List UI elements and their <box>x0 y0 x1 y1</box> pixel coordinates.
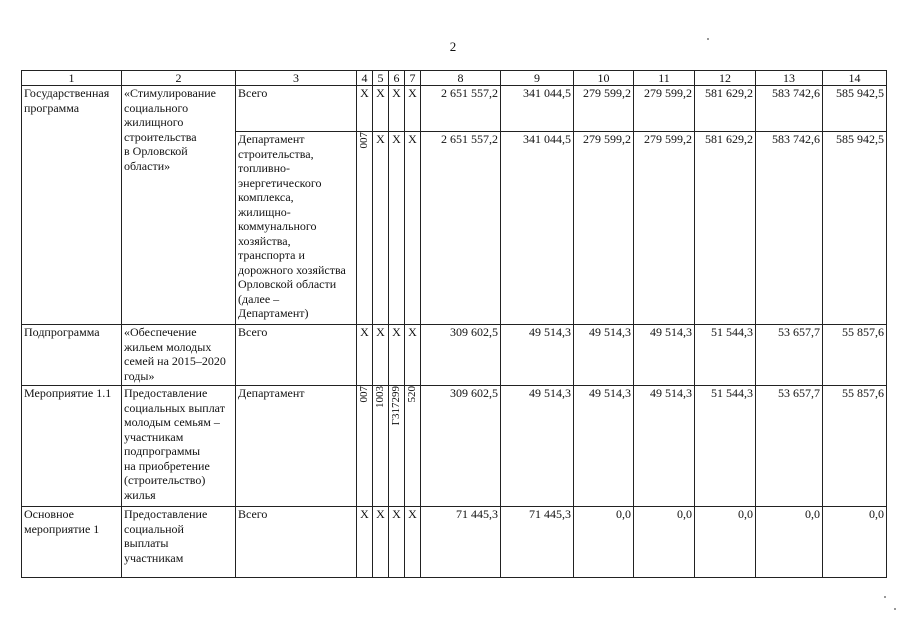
status-cell: Подпрограмма <box>22 325 122 386</box>
value-cell: 0,0 <box>756 507 823 578</box>
header-cell: 6 <box>389 71 405 86</box>
budget-table <box>21 70 887 578</box>
value-cell: 341 044,5 <box>501 132 574 325</box>
code-cell: X <box>389 132 405 325</box>
code-cell <box>389 386 405 507</box>
code-cell <box>357 132 373 325</box>
value-cell: 279 599,2 <box>574 86 634 132</box>
code-cell: X <box>405 86 421 132</box>
header-cell: 11 <box>634 71 695 86</box>
header-cell: 4 <box>357 71 373 86</box>
scan-speck <box>884 596 886 598</box>
value-cell: 2 651 557,2 <box>421 86 501 132</box>
scan-speck <box>894 608 896 610</box>
value-cell: 55 857,6 <box>823 325 887 386</box>
table-row <box>22 507 887 578</box>
value-cell: 49 514,3 <box>574 386 634 507</box>
value-cell: 0,0 <box>695 507 756 578</box>
header-cell: 3 <box>236 71 357 86</box>
title-cell: Предоставление социальной выплаты участникам <box>122 507 236 578</box>
value-cell: 0,0 <box>634 507 695 578</box>
value-cell: 49 514,3 <box>574 325 634 386</box>
value-cell: 49 514,3 <box>501 386 574 507</box>
value-cell: 583 742,6 <box>756 86 823 132</box>
value-cell: 279 599,2 <box>634 86 695 132</box>
value-cell: 49 514,3 <box>501 325 574 386</box>
code-cell: X <box>373 86 389 132</box>
title-cell: «Обеспечение жильем молодых семей на 2015–2020 годы» <box>122 325 236 386</box>
header-cell: 2 <box>122 71 236 86</box>
value-cell: 279 599,2 <box>574 132 634 325</box>
executor-cell: Всего <box>236 86 357 132</box>
code-cell: X <box>373 132 389 325</box>
header-cell: 12 <box>695 71 756 86</box>
code-cell: X <box>405 507 421 578</box>
table-row <box>22 386 887 507</box>
table-row <box>22 86 887 132</box>
executor-cell: Всего <box>236 325 357 386</box>
value-cell: 585 942,5 <box>823 132 887 325</box>
status-cell: Мероприятие 1.1 <box>22 386 122 507</box>
value-cell: 581 629,2 <box>695 132 756 325</box>
value-cell: 581 629,2 <box>695 86 756 132</box>
value-cell: 49 514,3 <box>634 386 695 507</box>
code-cell <box>405 386 421 507</box>
scan-speck <box>707 38 709 40</box>
header-cell: 1 <box>22 71 122 86</box>
code-cell: X <box>405 325 421 386</box>
value-cell: 55 857,6 <box>823 386 887 507</box>
header-cell: 8 <box>421 71 501 86</box>
code-cell <box>357 386 373 507</box>
value-cell: 53 657,7 <box>756 325 823 386</box>
status-cell: Государственная программа <box>22 86 122 325</box>
executor-cell: Департамент строительства, топливно- энергетического комплекса, жилищно- коммунального хозяйства, транспорта и дорожного хозяйства Орловской области (далее – Департамент) <box>236 132 357 325</box>
header-cell: 10 <box>574 71 634 86</box>
header-cell: 13 <box>756 71 823 86</box>
header-cell: 5 <box>373 71 389 86</box>
value-cell: 0,0 <box>574 507 634 578</box>
code-cell: X <box>389 86 405 132</box>
title-cell: Предоставление социальных выплат молодым семьям – участникам подпрограммы на приобретение (строительство) жилья <box>122 386 236 507</box>
value-cell: 583 742,6 <box>756 132 823 325</box>
value-cell: 2 651 557,2 <box>421 132 501 325</box>
value-cell: 279 599,2 <box>634 132 695 325</box>
code-cell: X <box>357 507 373 578</box>
code-text: 1003 <box>374 386 386 408</box>
code-cell: X <box>373 325 389 386</box>
code-cell <box>373 386 389 507</box>
header-cell: 7 <box>405 71 421 86</box>
code-cell: X <box>389 507 405 578</box>
header-cell: 14 <box>823 71 887 86</box>
value-cell: 51 544,3 <box>695 325 756 386</box>
code-cell: X <box>389 325 405 386</box>
code-cell: X <box>357 86 373 132</box>
status-cell: Основное мероприятие 1 <box>22 507 122 578</box>
code-cell: X <box>405 132 421 325</box>
value-cell: 585 942,5 <box>823 86 887 132</box>
column-number-row <box>22 71 887 86</box>
value-cell: 0,0 <box>823 507 887 578</box>
value-cell: 51 544,3 <box>695 386 756 507</box>
code-cell: X <box>357 325 373 386</box>
page-number: 2 <box>449 39 457 54</box>
executor-cell: Департамент <box>236 386 357 507</box>
value-cell: 309 602,5 <box>421 386 501 507</box>
code-text: 007 <box>358 132 370 149</box>
value-cell: 53 657,7 <box>756 386 823 507</box>
header-cell: 9 <box>501 71 574 86</box>
title-cell: «Стимулирование социального жилищного строительства в Орловской области» <box>122 86 236 325</box>
code-text: 520 <box>406 386 418 403</box>
executor-cell: Всего <box>236 507 357 578</box>
code-text: Г317299 <box>390 386 402 426</box>
value-cell: 341 044,5 <box>501 86 574 132</box>
value-cell: 71 445,3 <box>421 507 501 578</box>
value-cell: 309 602,5 <box>421 325 501 386</box>
value-cell: 49 514,3 <box>634 325 695 386</box>
code-cell: X <box>373 507 389 578</box>
value-cell: 71 445,3 <box>501 507 574 578</box>
code-text: 007 <box>358 386 370 403</box>
table-row <box>22 325 887 386</box>
